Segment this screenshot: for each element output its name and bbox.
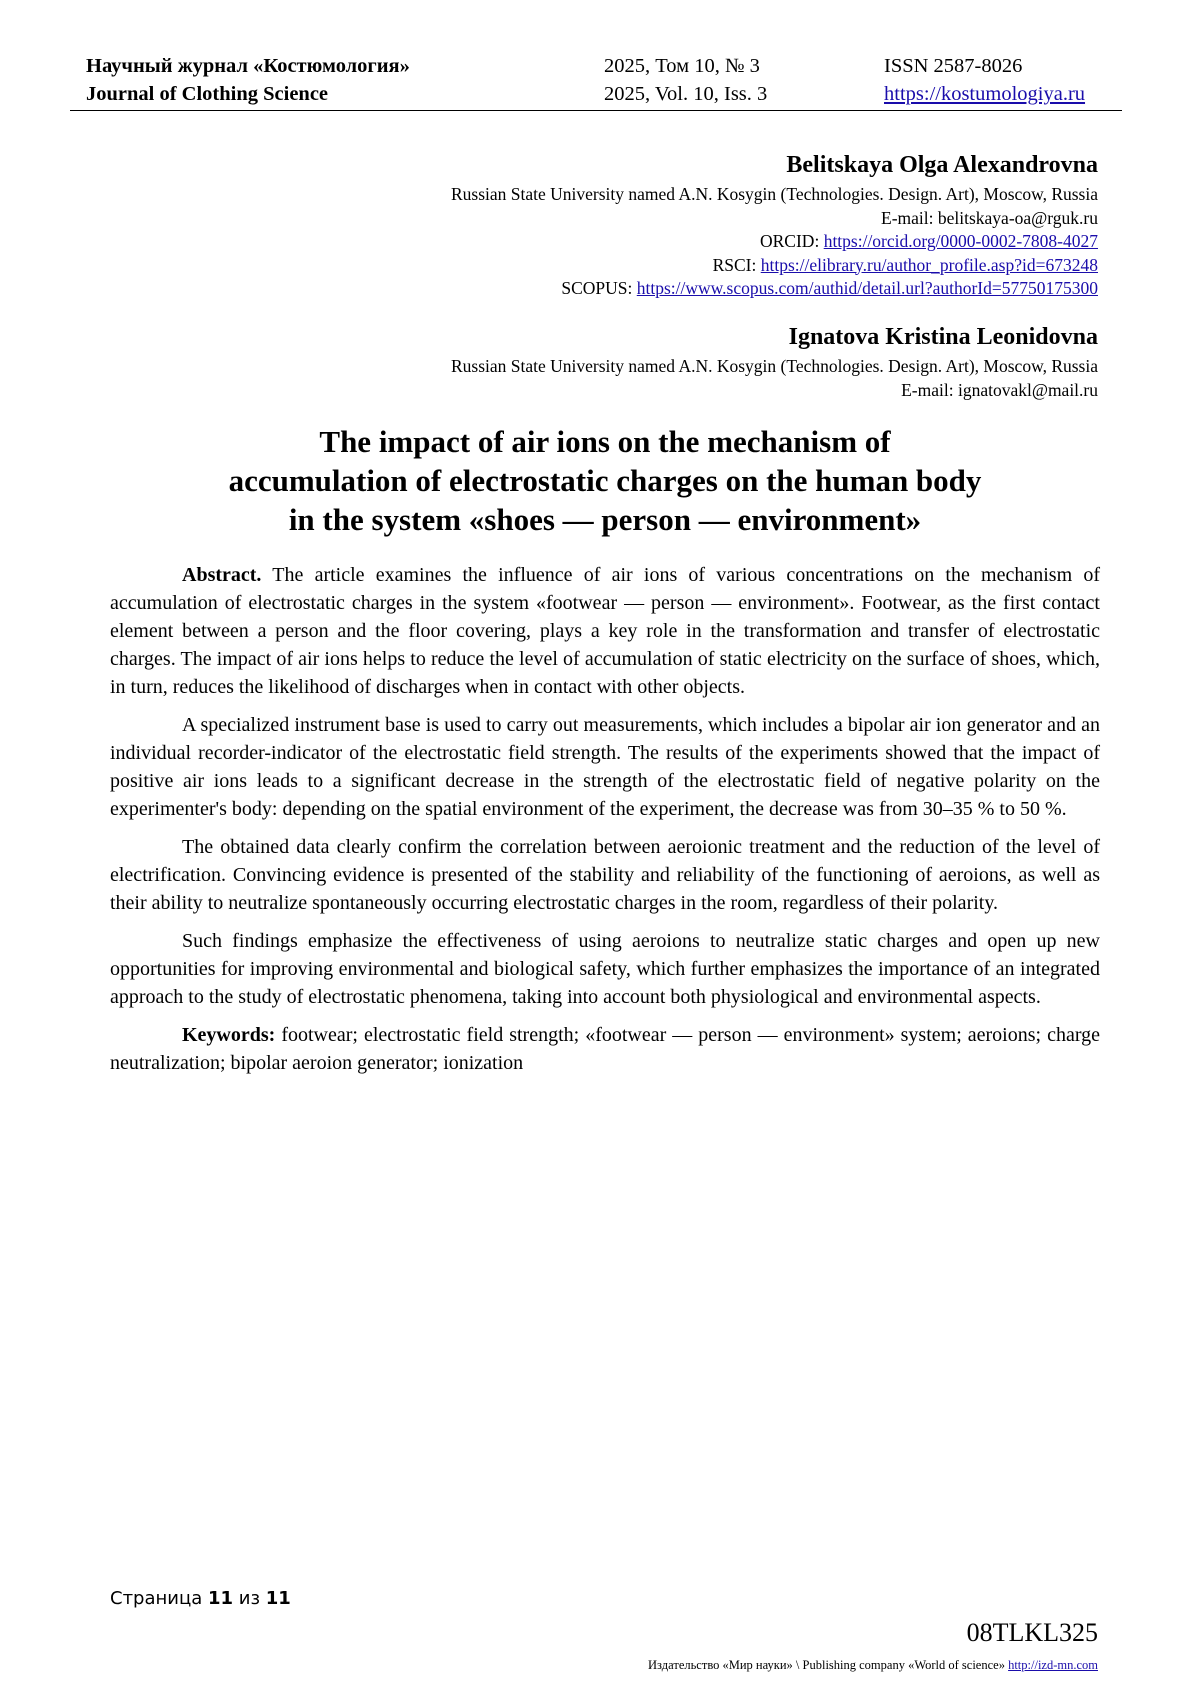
page-current: 11 xyxy=(207,1588,234,1609)
abstract-label: Abstract. xyxy=(182,564,262,586)
keywords-label: Keywords: xyxy=(182,1024,276,1046)
title-line: The impact of air ions on the mechanism of xyxy=(319,424,891,459)
issn: ISSN 2587-8026 xyxy=(884,55,1023,77)
scopus-label: SCOPUS: xyxy=(561,278,637,298)
abstract-paragraph: A specialized instrument base is used to carry out measurements, which includes a bipolar air ion generator and an individual recorder-indicator of the electrostatic field strength. The results of the experiments showed that the impact of positive air ions leads to a significant decrease in the strength of the electrostatic field of negative polarity on the experimenter's body: depending on the spatial environment of the experiment, the decrease was from 30–35 % to 50 %. xyxy=(110,714,1100,820)
abstract-text: The article examines the influence of air ions of various concentrations on the mechanism of accumulation of electrostatic charges in the system «footwear — person — environment». Footwear, as the first contact element between a person and the floor covering, plays a key role in the transformation and transfer of electrostatic charges. The impact of air ions helps to reduce the level of accumulation of static electricity on the surface of shoes, which, in turn, reduces the likelihood of discharges when in contact with other objects. xyxy=(110,564,1100,698)
author-block xyxy=(451,150,1098,301)
rsci-label: RSCI: xyxy=(712,254,761,275)
rsci-link[interactable]: https://elibrary.ru/author_profile.asp?id=673248 xyxy=(760,254,1098,275)
keywords-paragraph xyxy=(110,1021,1100,1077)
author-email: E-mail: ignatovakl@mail.ru xyxy=(901,379,1098,400)
author-affiliation: Russian State University named A.N. Kosygin (Technologies. Design. Art), Moscow, Russia xyxy=(450,184,1098,204)
title-line: in the system «shoes — person — environment» xyxy=(288,502,922,537)
author-block xyxy=(451,322,1098,402)
article-code: 08TLKL325 xyxy=(966,1618,1098,1647)
scopus-link[interactable]: https://www.scopus.com/authid/detail.url?authorId=57750175300 xyxy=(636,278,1098,298)
page-total: 11 xyxy=(265,1588,291,1609)
keywords-text: footwear; electrostatic field strength; «footwear — person — environment» system; aeroions; charge neutralization; bipolar aeroion generator; ionization xyxy=(110,1024,1100,1074)
author-rsci xyxy=(451,254,1098,278)
header-divider xyxy=(70,110,1122,111)
article-title xyxy=(110,422,1100,539)
abstract-paragraph: Such findings emphasize the effectiveness of using aeroions to neutralize static charges and open up new opportunities for improving environmental and biological safety, which further emphasizes the importance of an integrated approach to the study of electrostatic phenomena, taking into account both physiological and environmental aspects. xyxy=(110,930,1100,1008)
abstract-section xyxy=(110,561,1100,1087)
page-counter xyxy=(110,1588,291,1609)
publisher-line xyxy=(648,1658,1098,1673)
issue-info-en: 2025, Vol. 10, Iss. 3 xyxy=(604,83,768,105)
author-affiliation: Russian State University named A.N. Kosygin (Technologies. Design. Art), Moscow, Russia xyxy=(450,356,1098,376)
journal-name-en: Journal of Clothing Science xyxy=(86,83,329,105)
author-name: Belitskaya Olga Alexandrovna xyxy=(786,152,1098,178)
title-line: accumulation of electrostatic charges on the human body xyxy=(228,463,982,498)
orcid-label: ORCID: xyxy=(760,231,824,251)
publisher-link[interactable]: http://izd-mn.com xyxy=(1008,1658,1098,1672)
publisher-text: Издательство «Мир науки» \ Publishing company «World of science» xyxy=(648,1658,1009,1672)
abstract-paragraph: The obtained data clearly confirm the correlation between aeroionic treatment and the reduction of the level of electrification. Convincing evidence is presented of the stability and reliability of the functioning of aeroions, as well as their ability to neutralize spontaneously occurring electrostatic charges in the room, regardless of their polarity. xyxy=(110,836,1100,914)
author-orcid xyxy=(451,230,1098,254)
author-email: E-mail: belitskaya-oa@rguk.ru xyxy=(881,207,1098,228)
issue-info-ru: 2025, Том 10, № 3 xyxy=(604,55,760,77)
page-prefix: Страница xyxy=(110,1588,208,1609)
journal-site-link[interactable]: https://kostumologiya.ru xyxy=(884,83,1086,105)
abstract-paragraph xyxy=(110,561,1100,701)
author-scopus xyxy=(451,277,1098,301)
orcid-link[interactable]: https://orcid.org/0000-0002-7808-4027 xyxy=(823,231,1098,251)
page-mid: из xyxy=(233,1588,266,1609)
journal-name-ru: Научный журнал «Костюмология» xyxy=(86,55,410,77)
author-name: Ignatova Kristina Leonidovna xyxy=(788,324,1098,350)
